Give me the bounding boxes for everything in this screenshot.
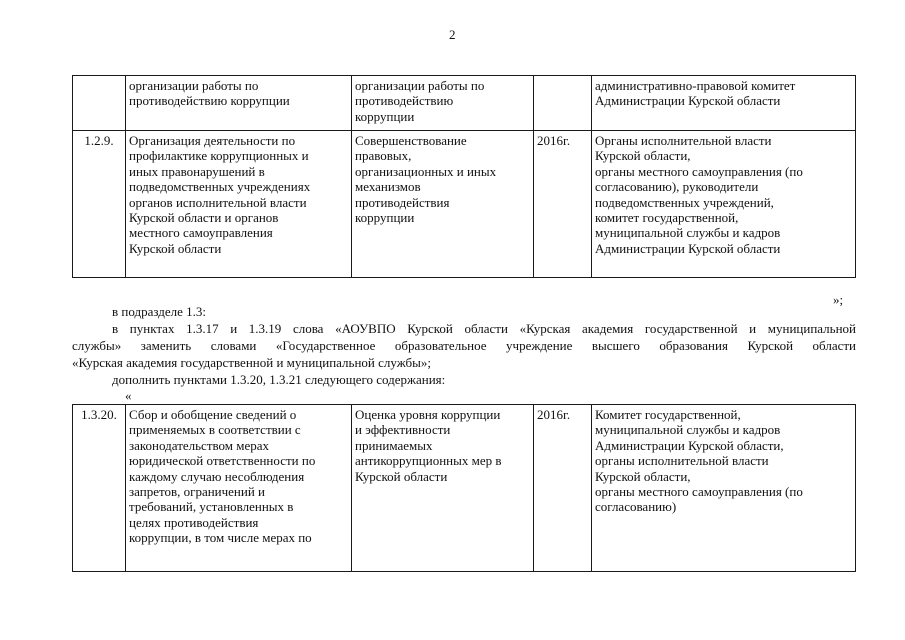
page-number: 2 (449, 27, 456, 42)
paragraph-line-2: службы» заменить словами «Государственное образовательное учреждение высшего образования Курской области (72, 338, 856, 353)
responsible-cell: Комитет государственной, муниципальной службы и кадров Администрации Курской области, органы исполнительной власти Курской области, органы местного самоуправления (по согласованию) (592, 405, 856, 572)
row-number-cell: 1.3.20. (73, 405, 126, 572)
opening-quote: « (125, 388, 132, 403)
row-number-cell: 1.2.9. (73, 131, 126, 278)
table-row (73, 131, 856, 278)
subsection-heading: в подразделе 1.3: (112, 304, 207, 319)
result-cell: Оценка уровня коррупции и эффективности принимаемых антикоррупционных мер в Курской области (352, 405, 534, 572)
responsible-cell: Органы исполнительной власти Курской области, органы местного самоуправления (по согласованию), руководители подведомственных учреждений, комитет государственной, муниципальной службы и кадров Администрации Курской области (592, 131, 856, 278)
measures-table-top (72, 75, 856, 278)
term-cell (534, 76, 592, 131)
responsible-cell: административно-правовой комитет Администрации Курской области (592, 76, 856, 131)
paragraph-line-3: «Курская академия государственной и муниципальной службы»; (72, 355, 431, 370)
measure-cell: Организация деятельности по профилактике коррупционных и иных правонарушений в подведомственных учреждениях органов исполнительной власти Курской области и органов местного самоуправления Курской области (126, 131, 352, 278)
row-number-cell (73, 76, 126, 131)
closing-quote: »; (833, 292, 844, 307)
result-cell: организации работы по противодействию коррупции (352, 76, 534, 131)
term-cell: 2016г. (534, 131, 592, 278)
supplement-paragraph: дополнить пунктами 1.3.20, 1.3.21 следующего содержания: (112, 372, 446, 387)
measure-cell: Сбор и обобщение сведений о применяемых в соответствии с законодательством мерах юридической ответственности по каждому случаю несоблюдения запретов, ограничений и требований, установленных в целях противодействия коррупции, в том числе мерах по (126, 405, 352, 572)
measures-table-bottom (72, 404, 856, 572)
table-row (73, 76, 856, 131)
term-cell: 2016г. (534, 405, 592, 572)
result-cell: Совершенствование правовых, организационных и иных механизмов противодействия коррупции (352, 131, 534, 278)
table-row (73, 405, 856, 572)
measure-cell: организации работы по противодействию коррупции (126, 76, 352, 131)
paragraph-line-1: в пунктах 1.3.17 и 1.3.19 слова «АОУВПО Курской области «Курская академия государственной и муниципальной (112, 321, 856, 336)
